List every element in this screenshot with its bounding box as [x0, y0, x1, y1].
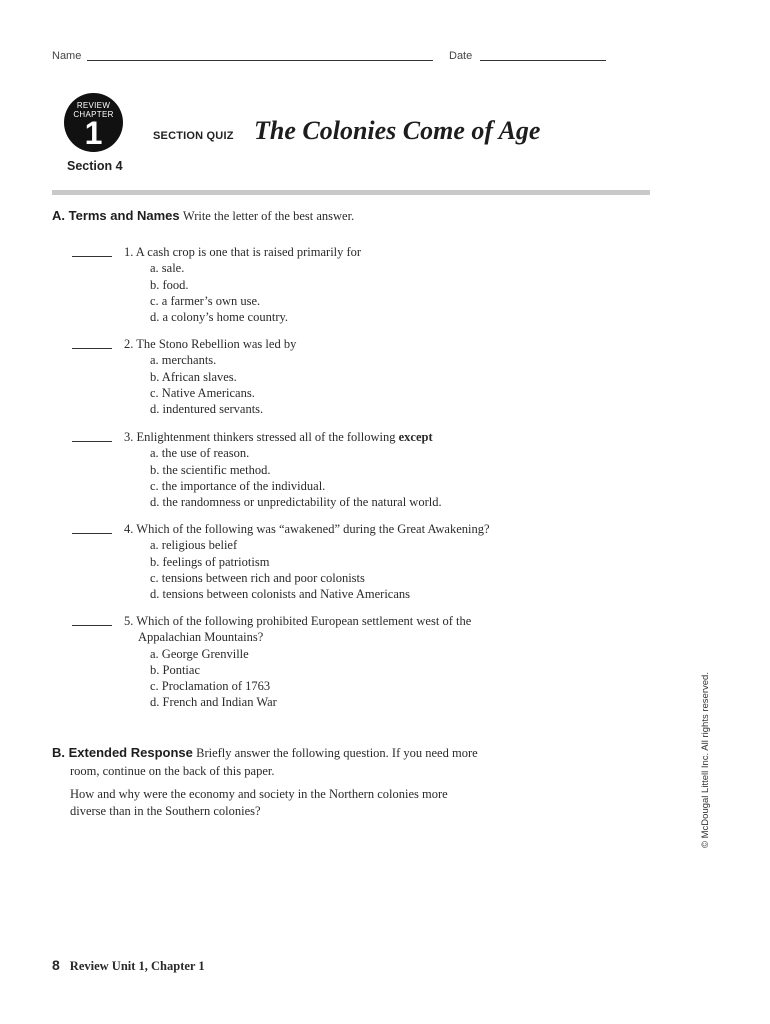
divider-bar [52, 190, 650, 195]
section-b-heading [52, 745, 478, 761]
section-b-question [70, 786, 448, 819]
quiz-label: SECTION QUIZ [153, 130, 234, 142]
name-field[interactable] [87, 60, 433, 61]
page-footer [52, 957, 205, 975]
answer-blank-2[interactable] [72, 348, 112, 349]
section-b-instruction-line2: room, continue on the back of this paper. [70, 764, 275, 778]
option: d. tensions between colonists and Native Americans [150, 587, 411, 602]
answer-blank-5[interactable] [72, 625, 112, 626]
section-a-heading [52, 208, 354, 224]
option: c. the importance of the individual. [150, 478, 326, 493]
option: a. religious belief [150, 538, 238, 553]
option: a. merchants. [150, 353, 217, 368]
question-2-options [150, 352, 263, 417]
badge-chapter-label: CHAPTER [73, 110, 114, 119]
badge-review-label: REVIEW [76, 101, 111, 110]
question-3-stem-text: 3. Enlightenment thinkers stressed all of the following [124, 430, 396, 444]
option: b. the scientific method. [150, 462, 271, 477]
question-3-stem [124, 429, 554, 445]
question-5-stem-line2: Appalachian Mountains? [138, 630, 264, 645]
option: c. tensions between rich and poor colonists [150, 570, 365, 585]
question-5-stem [124, 613, 554, 646]
badge-chapter-number: 1 [84, 115, 103, 151]
question-5-options [150, 646, 277, 711]
option: c. Proclamation of 1763 [150, 679, 271, 694]
question-5-stem-line1: 5. Which of the following prohibited European settlement west of the [124, 614, 472, 628]
question-1-options [150, 260, 288, 325]
section-b-title: B. Extended Response [52, 745, 193, 760]
option: b. Pontiac [150, 662, 200, 677]
option: b. food. [150, 277, 189, 292]
page-number: 8 [52, 957, 60, 973]
question-4-options [150, 537, 410, 602]
answer-blank-4[interactable] [72, 533, 112, 534]
option: b. feelings of patriotism [150, 554, 270, 569]
question-4-stem: 4. Which of the following was “awakened” during the Great Awakening? [124, 522, 490, 536]
option: a. the use of reason. [150, 446, 250, 461]
section-a-title: A. Terms and Names [52, 208, 180, 223]
option: d. the randomness or unpredictability of the natural world. [150, 495, 442, 510]
answer-blank-1[interactable] [72, 256, 112, 257]
option: b. African slaves. [150, 369, 237, 384]
option: c. a farmer’s own use. [150, 293, 261, 308]
page-title: The Colonies Come of Age [254, 116, 541, 145]
date-field[interactable] [480, 60, 606, 61]
option: d. a colony’s home country. [150, 310, 289, 325]
option: d. indentured servants. [150, 402, 264, 417]
section-b-question-line2: diverse than in the Southern colonies? [70, 803, 261, 818]
answer-blank-3[interactable] [72, 441, 112, 442]
question-3-options [150, 445, 442, 510]
section-label: Section 4 [67, 159, 123, 173]
question-1-stem: 1. A cash crop is one that is raised primarily for [124, 245, 362, 259]
name-label: Name [52, 50, 82, 62]
chapter-badge [64, 93, 123, 152]
option: a. sale. [150, 261, 185, 276]
option: c. Native Americans. [150, 385, 255, 400]
footer-text: Review Unit 1, Chapter 1 [69, 959, 205, 973]
option: d. French and Indian War [150, 695, 277, 710]
question-2-stem: 2. The Stono Rebellion was led by [124, 337, 297, 351]
copyright-notice: © McDougal Littell Inc. All rights reserved. [700, 672, 711, 848]
date-label: Date [449, 50, 473, 62]
option: a. George Grenville [150, 646, 249, 661]
section-a-instruction: Write the letter of the best answer. [182, 209, 355, 223]
section-b-question-line1: How and why were the economy and society in the Northern colonies more [70, 787, 448, 801]
question-3-stem-emphasis: except [398, 430, 433, 444]
section-b-instruction-line1: Briefly answer the following question. If you need more [196, 746, 478, 760]
